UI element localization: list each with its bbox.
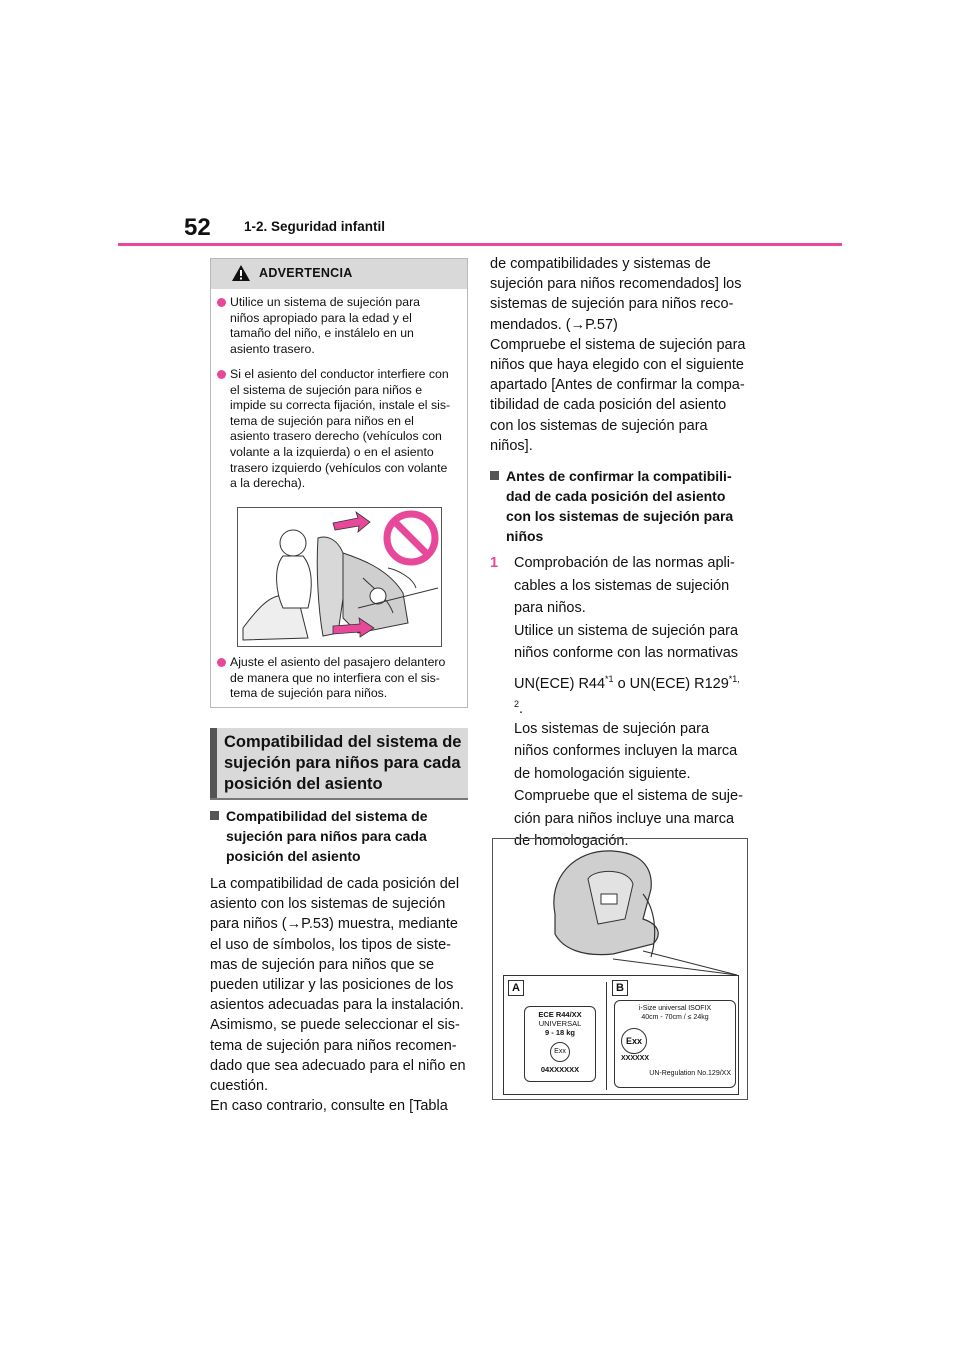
warning-line: tema de sujeción para niños en el [230, 413, 414, 428]
body-line: cuestión. [210, 1078, 269, 1095]
step-text [514, 552, 755, 853]
left-body-text [210, 874, 470, 1116]
heading-line: posición del asiento [224, 775, 383, 793]
mark-b-regulation: UN-Regulation No.129/XX [649, 1070, 731, 1077]
heading-line: sujeción para niños para cada [224, 754, 461, 772]
mark-a-line: ECE R44/XX [538, 1010, 582, 1019]
step-line: de homologación. [514, 833, 629, 850]
step-line: de homologación siguiente. [514, 765, 691, 782]
mark-a-label [524, 1006, 596, 1082]
body-line: Asimismo, se puede seleccionar el sis- [210, 1017, 460, 1034]
mark-b-label [614, 1000, 736, 1088]
body-line: para niños (→P.53) muestra, mediante [210, 916, 458, 933]
mark-b-line: i-Size universal ISOFIX [638, 1005, 712, 1012]
subheading-line: Compatibilidad del sistema de [226, 808, 428, 824]
warning-line: niños apropiado para la edad y el [230, 310, 412, 325]
seat-interference-illustration [237, 507, 442, 647]
body-line: niños]. [490, 437, 533, 454]
body-line: asiento con los sistemas de sujeción [210, 896, 446, 913]
warning-line: trasero izquierdo (vehículos con volante [230, 460, 448, 475]
square-bullet-icon [210, 811, 219, 820]
body-line: Compruebe el sistema de sujeción para [490, 336, 746, 353]
warning-title: ADVERTENCIA [259, 266, 353, 280]
step-line: niños conformes incluyen la marca [514, 743, 738, 760]
footnote-ref: *1 [605, 673, 614, 684]
subheading-line: niños [506, 528, 544, 545]
section-heading [224, 732, 464, 795]
body-line: apartado [Antes de confirmar la compa- [490, 377, 745, 394]
warning-item [217, 655, 445, 702]
page-number: 52 [184, 214, 211, 241]
square-bullet-icon [490, 471, 499, 480]
warning-line: Ajuste el asiento del pasajero delantero [230, 655, 446, 669]
step-norm-line [514, 668, 755, 695]
approval-mark-figure [492, 838, 748, 1100]
warning-line: tema de sujeción para niños. [230, 686, 388, 701]
warning-line: tamaño del niño, e instálelo en un [230, 326, 414, 341]
mark-a-line: 9 - 18 kg [544, 1028, 575, 1037]
body-line: tema de sujeción para niños recomen- [210, 1037, 457, 1054]
e-mark-icon: Exx [621, 1028, 647, 1054]
step-line: Los sistemas de sujeción para [514, 720, 710, 737]
body-line: mas de sujeción para niños que se [210, 956, 435, 973]
subheading-line: Antes de confirmar la compatibili- [506, 468, 732, 485]
body-line: asientos adecuadas para la instalación. [210, 997, 464, 1014]
norm-r44: UN(ECE) R44 [514, 675, 606, 692]
body-line: En caso contrario, consulte en [Tabla [210, 1098, 448, 1115]
heading-bar [210, 728, 217, 798]
e-mark-icon: Exx [550, 1042, 570, 1062]
warning-line: a la derecha). [230, 476, 306, 491]
left-column [210, 806, 470, 1116]
body-line: mendados. (→P.57) [490, 316, 618, 333]
heading-line: Compatibilidad del sistema de [224, 733, 462, 751]
subheading-left [210, 806, 470, 866]
mark-a-code: 04XXXXXX [540, 1065, 580, 1074]
label-a: A [508, 980, 524, 996]
panel-divider [606, 982, 607, 1090]
right-column [490, 254, 755, 853]
step-line: para niños. [514, 600, 586, 617]
mark-a-line: UNIVERSAL [538, 1019, 582, 1028]
body-line: sujeción para niños recomendados] los [490, 276, 742, 293]
warning-line: Utilice un sistema de sujeción para [230, 295, 421, 309]
label-b: B [612, 980, 628, 996]
step-line: ción para niños incluye una marca [514, 810, 735, 827]
mark-b-line: 40cm - 70cm / ≤ 24kg [641, 1014, 709, 1021]
step-1 [490, 552, 755, 853]
step-number: 1 [490, 555, 499, 572]
warning-line: asiento trasero. [230, 341, 315, 356]
subheading-line: posición del asiento [226, 848, 361, 864]
approval-labels-panel [503, 975, 739, 1095]
body-line: dado que sea adecuado para el niño en [210, 1057, 466, 1074]
body-line: tibilidad de cada posición del asiento [490, 397, 727, 414]
heading-underline [210, 798, 468, 800]
warning-line: asiento trasero derecho (vehículos con [230, 429, 442, 444]
step-line: Comprobación de las normas apli- [514, 555, 735, 572]
subheading-line: dad de cada posición del asiento [506, 488, 726, 505]
mark-b-code: XXXXXX [621, 1055, 650, 1062]
step-norm-tail [514, 695, 755, 718]
footnote-ref: 2 [514, 698, 520, 709]
subheading-line: con los sistemas de sujeción para [506, 508, 734, 525]
subheading-line: sujeción para niños para cada [226, 828, 427, 844]
body-line: sistemas de sujeción para niños reco- [490, 296, 734, 313]
warning-header [211, 259, 467, 289]
seat-illustration-icon [238, 508, 441, 646]
warning-item [217, 295, 420, 357]
section-title: 1-2. Seguridad infantil [244, 219, 386, 234]
warning-line: de manera que no interfiera con el sis- [230, 670, 440, 685]
body-line: con los sistemas de sujeción para [490, 417, 708, 434]
body-line: de compatibilidades y sistemas de [490, 256, 711, 272]
period: . [519, 700, 524, 717]
right-body-text [490, 254, 755, 456]
warning-line: impide su correcta fijación, instale el sis- [230, 398, 451, 413]
warning-line: volante a la izquierda) o en el asiento [230, 444, 434, 459]
body-line: pueden utilizar y las posiciones de los [210, 977, 454, 994]
footnote-ref: *1, [728, 673, 740, 684]
bullet-dot-icon [217, 298, 226, 307]
norm-r129: o UN(ECE) R129 [613, 675, 729, 692]
warning-line: Si el asiento del conductor interfiere con [230, 367, 449, 381]
section-heading-box [210, 728, 468, 798]
warning-line: el sistema de sujeción para niños e [230, 382, 423, 397]
warning-item [217, 367, 450, 492]
step-line: niños conforme con las normativas [514, 645, 739, 662]
bullet-dot-icon [217, 370, 226, 379]
body-line: La compatibilidad de cada posición del [210, 876, 460, 892]
step-line: Utilice un sistema de sujeción para [514, 622, 739, 639]
bullet-dot-icon [217, 658, 226, 667]
warning-triangle-icon [231, 264, 251, 282]
subheading-right [490, 466, 755, 546]
body-line: niños que haya elegido con el siguiente [490, 357, 744, 374]
body-line: el uso de símbolos, los tipos de siste- [210, 936, 451, 953]
warning-box [210, 258, 468, 708]
header-rule [118, 243, 842, 246]
step-line: cables a los sistemas de sujeción [514, 577, 730, 594]
step-line: Compruebe que el sistema de suje- [514, 788, 743, 805]
